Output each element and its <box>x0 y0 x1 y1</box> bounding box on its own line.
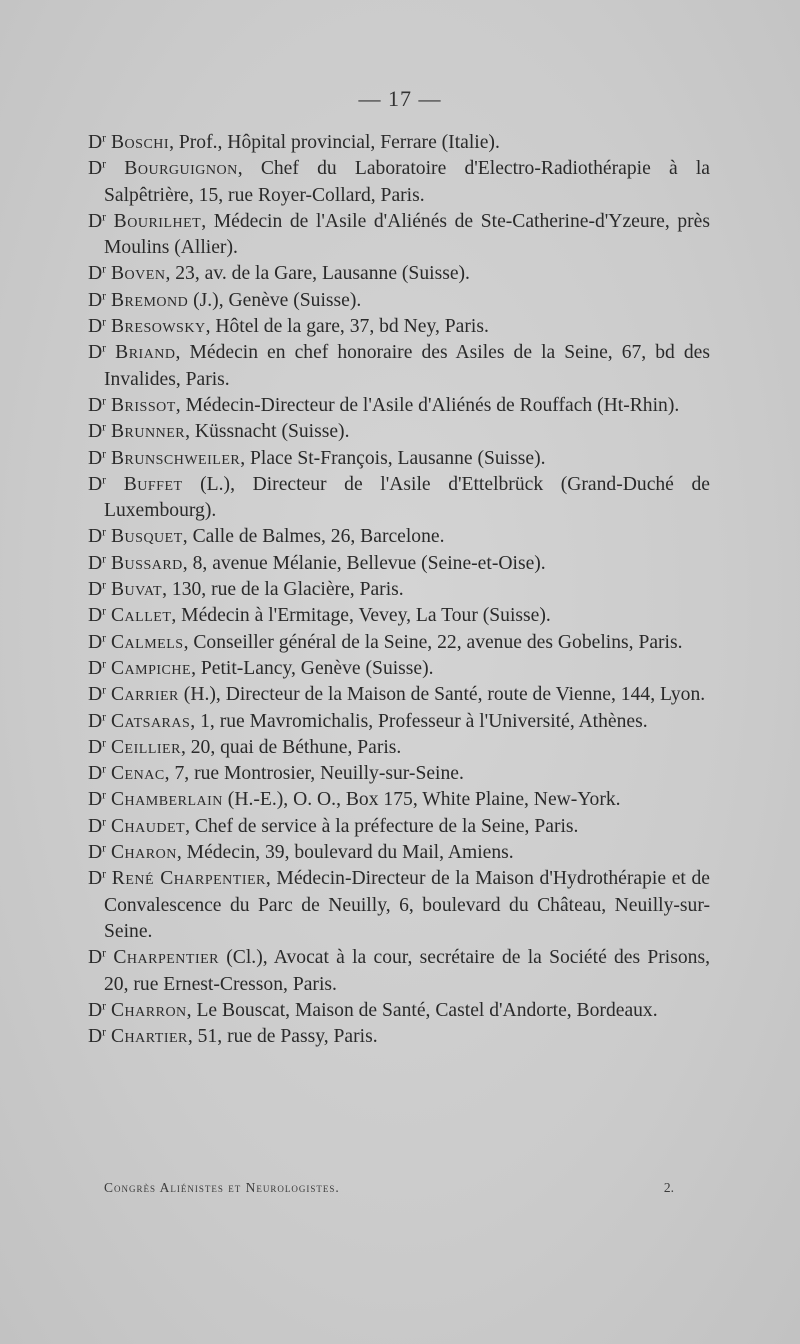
member-name: Buffet <box>123 473 183 495</box>
member-details: , Chef du Laboratoire d'Electro-Radiothérapie à la Salpêtrière, 15, rue Royer-Collard, Paris. <box>104 158 710 206</box>
member-details: , 20, quai de Béthune, Paris. <box>180 736 402 758</box>
member-details: , Médecin-Directeur de la Maison d'Hydrothérapie et de Convalescence du Parc de Neuilly, 6, boulevard du Château, Neuilly-sur-Seine. <box>104 868 710 942</box>
list-item <box>88 1024 710 1050</box>
member-details: , 7, rue Montrosier, Neuilly-sur-Seine. <box>164 763 464 785</box>
list-item <box>88 340 710 393</box>
list-item <box>88 603 710 629</box>
member-name: Boschi <box>110 132 170 153</box>
title-abbreviation: $D^r$ <box>88 710 107 732</box>
title-abbreviation: $D^r$ <box>88 841 107 864</box>
member-details: , Chef de service à la préfecture de la Seine, Paris. <box>185 815 579 837</box>
title-abbreviation: $D^r$ <box>88 341 107 364</box>
list-item <box>88 945 710 998</box>
member-name: Chaudet <box>110 815 186 837</box>
list-item <box>88 524 710 550</box>
member-name: Brunner <box>110 421 186 443</box>
member-name: Brunschweiler <box>110 447 241 469</box>
title-abbreviation: $D^r$ <box>88 552 107 574</box>
member-name: René Charpentier <box>111 868 266 890</box>
title-abbreviation: $D^r$ <box>88 289 107 311</box>
member-name: Cenac <box>110 763 165 785</box>
member-name: Carrier <box>110 684 179 706</box>
title-abbreviation: $D^r$ <box>88 526 107 548</box>
list-item <box>88 551 710 577</box>
title-abbreviation: $D^r$ <box>88 736 107 758</box>
member-name: Chartier <box>110 1026 188 1048</box>
member-details: , Calle de Balmes, 26, Barcelone. <box>182 526 445 548</box>
list-item <box>88 419 710 445</box>
member-name: Catsaras <box>110 710 191 732</box>
page-footer <box>104 1180 674 1196</box>
member-details: , Hôtel de la gare, 37, bd Ney, Paris. <box>205 316 489 338</box>
list-item <box>88 787 710 813</box>
member-name: Charon <box>110 842 177 864</box>
member-details: , 51, rue de Passy, Paris. <box>187 1026 378 1048</box>
member-name: Boven <box>110 263 166 285</box>
list-item <box>88 261 710 287</box>
member-details: , Le Bouscat, Maison de Santé, Castel d'Andorte, Bordeaux. <box>186 999 658 1021</box>
member-details: (L.), Directeur de l'Asile d'Ettelbrück (Grand-Duché de Luxembourg). <box>104 473 710 522</box>
member-name: Bussard <box>110 552 183 574</box>
list-item <box>88 156 710 209</box>
member-details: (H.-E.), O. O., Box 175, White Plaine, New-York. <box>222 789 621 811</box>
title-abbreviation: $D^r$ <box>88 999 107 1021</box>
footer-sheet-number: 2. <box>663 1180 674 1195</box>
member-name: Bresowsky <box>110 316 206 338</box>
member-name: Charron <box>110 999 187 1021</box>
list-item <box>88 288 710 314</box>
member-details: , Médecin à l'Ermitage, Vevey, La Tour (Suisse). <box>171 605 551 627</box>
list-item <box>88 866 710 945</box>
title-abbreviation: $D^r$ <box>88 631 107 653</box>
member-name: Brissot <box>110 394 176 416</box>
title-abbreviation: $D^r$ <box>88 315 107 338</box>
title-abbreviation: $D^r$ <box>88 473 107 495</box>
member-name: Calmels <box>110 631 184 653</box>
title-abbreviation: $D^r$ <box>88 867 107 890</box>
title-abbreviation: $D^r$ <box>88 788 107 811</box>
member-details: (J.), Genève (Suisse). <box>188 289 362 311</box>
member-details: , Conseiller général de la Seine, 22, avenue des Gobelins, Paris. <box>183 631 683 653</box>
member-name: Campiche <box>110 657 192 679</box>
member-details: , Médecin de l'Asile d'Aliénés de Ste-Catherine-d'Yzeure, près Moulins (Allier). <box>104 210 710 259</box>
member-name: Chamberlain <box>110 789 223 811</box>
member-name: Callet <box>110 605 172 627</box>
member-details: , 8, avenue Mélanie, Bellevue (Seine-et-Oise). <box>182 552 546 574</box>
list-item <box>88 998 710 1024</box>
member-details: , Place St-François, Lausanne (Suisse). <box>240 447 546 469</box>
member-details: , Prof., Hôpital provincial, Ferrare (Italie). <box>169 132 500 153</box>
list-item <box>88 630 710 656</box>
title-abbreviation: $D^r$ <box>88 946 107 969</box>
list-item <box>88 393 710 419</box>
member-details: , Petit-Lancy, Genève (Suisse). <box>191 657 434 679</box>
member-details: , 23, av. de la Gare, Lausanne (Suisse). <box>165 263 470 285</box>
title-abbreviation: $D^r$ <box>88 394 107 416</box>
member-details: , 1, rue Mavromichalis, Professeur à l'Université, Athènes. <box>190 710 648 732</box>
title-abbreviation: $D^r$ <box>88 657 107 679</box>
title-abbreviation: $D^r$ <box>88 447 107 469</box>
member-name: Briand <box>115 342 176 364</box>
page-number: — 17 — <box>358 86 442 111</box>
member-list <box>88 130 710 1050</box>
list-item <box>88 709 710 735</box>
member-details: , Médecin, 39, boulevard du Mail, Amiens. <box>176 842 514 864</box>
list-item <box>88 735 710 761</box>
list-item <box>88 814 710 840</box>
member-name: Buvat <box>110 579 163 601</box>
member-name: Charpentier <box>113 947 220 969</box>
title-abbreviation: $D^r$ <box>88 263 107 285</box>
list-item <box>88 130 710 156</box>
member-details: , Küssnacht (Suisse). <box>185 421 350 443</box>
title-abbreviation: $D^r$ <box>88 420 107 443</box>
member-name: Bourguignon <box>124 158 238 180</box>
member-name: Ceillier <box>110 736 181 758</box>
member-name: Bremond <box>110 289 189 311</box>
member-details: (Cl.), Avocat à la cour, secrétaire de la Société des Prisons, 20, rue Ernest-Cresson, Paris. <box>104 947 710 995</box>
title-abbreviation: $D^r$ <box>88 683 107 706</box>
list-item <box>88 840 710 866</box>
member-details: , Médecin-Directeur de l'Asile d'Aliénés de Rouffach (Ht-Rhin). <box>175 394 680 416</box>
title-abbreviation: $D^r$ <box>88 157 107 180</box>
list-item <box>88 472 710 525</box>
title-abbreviation: $D^r$ <box>88 604 107 627</box>
title-abbreviation: $D^r$ <box>88 1025 107 1048</box>
member-details: , 130, rue de la Glacière, Paris. <box>162 579 404 601</box>
list-item <box>88 761 710 787</box>
list-item <box>88 577 710 603</box>
title-abbreviation: $D^r$ <box>88 131 107 153</box>
title-abbreviation: $D^r$ <box>88 762 107 785</box>
member-details: (H.), Directeur de la Maison de Santé, route de Vienne, 144, Lyon. <box>178 684 706 706</box>
member-name: Bourilhet <box>113 210 202 232</box>
list-item <box>88 682 710 708</box>
member-name: Busquet <box>110 526 183 548</box>
member-details: , Médecin en chef honoraire des Asiles de la Seine, 67, bd des Invalides, Paris. <box>104 342 710 390</box>
title-abbreviation: $D^r$ <box>88 210 107 232</box>
list-item <box>88 209 710 262</box>
title-abbreviation: $D^r$ <box>88 578 107 601</box>
list-item <box>88 656 710 682</box>
list-item <box>88 446 710 472</box>
footer-signature: Congrès Aliénistes et Neurologistes. <box>104 1180 340 1195</box>
title-abbreviation: $D^r$ <box>88 815 107 837</box>
list-item <box>88 314 710 340</box>
